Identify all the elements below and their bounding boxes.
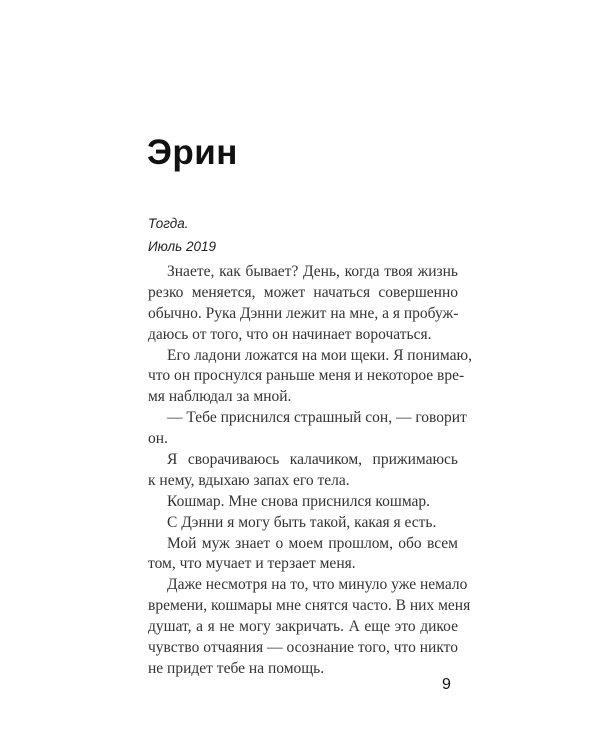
text-line: он. — [148, 430, 168, 448]
date-label: Июль 2019 — [148, 239, 217, 254]
text-line: — Тебе приснился страшный сон, — говорит — [167, 409, 467, 427]
text-line: резко меняется, может начаться совершенно — [148, 283, 458, 301]
text-line: времени, кошмары мне снятся часто. В них меня — [148, 597, 471, 615]
text-line: к нему, вдыхаю запах его тела. — [148, 471, 350, 489]
text-line: даюсь от того, что он начинает ворочаться. — [148, 325, 432, 343]
chapter-body — [148, 262, 472, 680]
chapter-title: Эрин — [147, 133, 238, 172]
text-line: том, что мучает и терзает меня. — [148, 555, 356, 573]
text-line: не придет тебе на помощь. — [148, 659, 325, 677]
paragraph — [148, 492, 458, 513]
paragraph — [148, 262, 458, 346]
paragraph — [148, 346, 472, 409]
paragraph — [148, 575, 471, 679]
text-line: душат, а я не могу закричать. А еще это дикое — [148, 618, 458, 636]
paragraph — [148, 408, 467, 450]
paragraph — [148, 513, 458, 534]
text-line: Знаете, как бывает? День, когда твоя жизнь — [167, 263, 458, 280]
text-line: Кошмар. Мне снова приснился кошмар. — [167, 492, 431, 510]
text-line: что он проснулся раньше меня и некоторое вре- — [148, 367, 465, 385]
paragraph — [148, 534, 458, 576]
text-line: Его ладони ложатся на мои щеки. Я понимаю, — [167, 346, 472, 364]
text-line: обычно. Рука Дэнни лежит на мне, а я пробуж- — [148, 304, 459, 322]
text-line: чувство отчаяния — осознание того, что никто — [148, 639, 458, 657]
paragraph — [148, 450, 458, 492]
text-line: Даже несмотря на то, что минуло уже немало — [167, 576, 468, 594]
time-label: Тогда. — [148, 216, 189, 231]
text-line: Мой муж знает о моем прошлом, обо всем — [167, 534, 458, 552]
page-number: 9 — [442, 676, 451, 693]
text-line: Я сворачиваюсь калачиком, прижимаюсь — [167, 451, 458, 469]
text-line: мя наблюдал за мной. — [148, 388, 292, 406]
text-line: С Дэнни я могу быть такой, какая я есть. — [167, 513, 437, 531]
